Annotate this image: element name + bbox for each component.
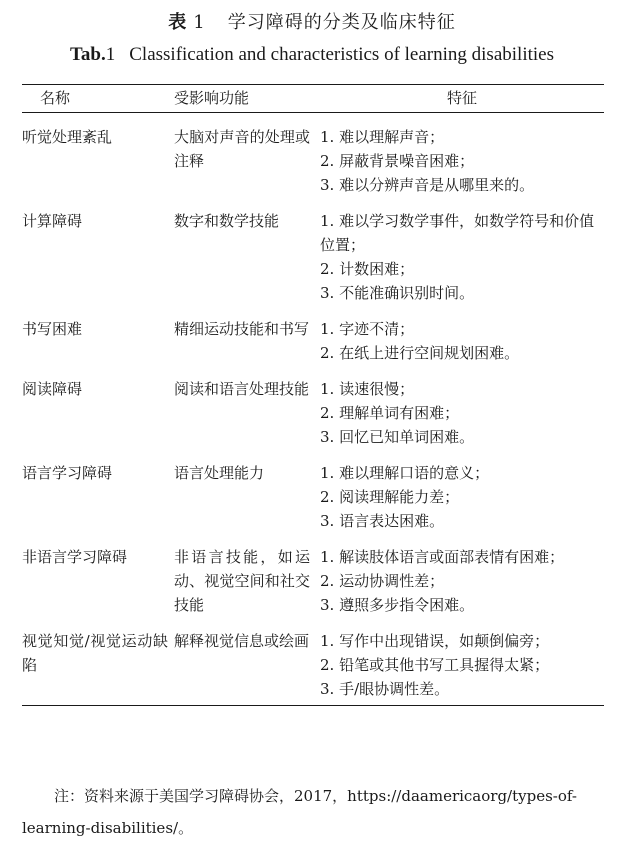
feature-item: 2. 屏蔽背景噪音困难； xyxy=(320,152,475,170)
feature-item: 3. 语言表达困难。 xyxy=(320,512,445,530)
table-row xyxy=(22,545,604,617)
feature-item: 3. 回忆已知单词困难。 xyxy=(320,428,475,446)
row-spacer xyxy=(22,365,604,377)
features-cell xyxy=(320,125,604,197)
table-row xyxy=(22,209,604,305)
feature-item: 1. 字迹不清； xyxy=(320,320,415,338)
feature-item: 2. 运动协调性差； xyxy=(320,572,445,590)
table-row xyxy=(22,317,604,365)
affected-function: 阅读和语言处理技能 xyxy=(174,380,310,398)
table-header-row xyxy=(22,85,604,113)
feature-item: 2. 铅笔或其他书写工具握得太紧； xyxy=(320,656,550,674)
affected-function: 精细运动技能和书写 xyxy=(174,320,310,338)
table-row xyxy=(22,125,604,197)
caption-en-label: Tab. xyxy=(70,44,106,65)
feature-item: 2. 计数困难； xyxy=(320,260,415,278)
caption-chinese xyxy=(0,8,624,34)
row-spacer-cell xyxy=(22,533,604,545)
row-spacer-cell xyxy=(22,305,604,317)
row-spacer-cell xyxy=(22,113,604,126)
feature-item: 1. 解读肢体语言或面部表情有困难； xyxy=(320,548,565,566)
table-row xyxy=(22,629,604,706)
features-cell xyxy=(320,209,604,305)
affected-function: 语言处理能力 xyxy=(174,464,265,482)
affected-function: 解释视觉信息或绘画 xyxy=(174,629,320,706)
table-body xyxy=(22,113,604,706)
caption-en-number: 1 xyxy=(105,44,116,65)
disability-name: 计算障碍 xyxy=(22,212,83,230)
features-cell xyxy=(320,545,604,617)
row-spacer-cell xyxy=(22,197,604,209)
row-spacer xyxy=(22,617,604,629)
row-spacer xyxy=(22,305,604,317)
row-spacer xyxy=(22,113,604,126)
table-note: 注：资料来源于美国学习障碍协会，2017，https://daamericaorg/types-of-learning-disabilities/。 xyxy=(22,787,577,837)
features-cell xyxy=(320,461,604,533)
row-spacer xyxy=(22,533,604,545)
header-features: 特征 xyxy=(320,85,604,113)
row-spacer-cell xyxy=(22,617,604,629)
header-function: 受影响功能 xyxy=(174,85,320,113)
caption-cn-title: 学习障碍的分类及临床特征 xyxy=(227,12,456,33)
feature-item: 3. 遵照多步指令困难。 xyxy=(320,596,475,614)
feature-item: 2. 理解单词有困难； xyxy=(320,404,460,422)
feature-item: 1. 写作中出现错误，如颠倒偏旁； xyxy=(320,632,550,650)
features-cell xyxy=(320,629,604,706)
caption-english xyxy=(0,44,624,66)
affected-function: 数字和数学技能 xyxy=(174,212,280,230)
row-spacer xyxy=(22,197,604,209)
classification-table xyxy=(22,84,604,706)
affected-function: 大脑对声音的处理或注释 xyxy=(174,128,310,170)
feature-item: 2. 阅读理解能力差； xyxy=(320,488,460,506)
features-cell xyxy=(320,317,604,365)
row-spacer-cell xyxy=(22,365,604,377)
feature-item: 1. 难以理解声音； xyxy=(320,128,445,146)
row-spacer xyxy=(22,449,604,461)
feature-item: 3. 不能准确识别时间。 xyxy=(320,284,475,302)
disability-name: 语言学习障碍 xyxy=(22,464,113,482)
disability-name: 听觉处理紊乱 xyxy=(22,128,113,146)
row-spacer-cell xyxy=(22,449,604,461)
features-cell xyxy=(320,377,604,449)
feature-item: 3. 手/眼协调性差。 xyxy=(320,680,450,698)
disability-name: 阅读障碍 xyxy=(22,380,83,398)
feature-item: 2. 在纸上进行空间规划困难。 xyxy=(320,344,520,362)
affected-function: 非语言技能，如运动、视觉空间和社交技能 xyxy=(174,548,310,614)
feature-item: 1. 读速很慢； xyxy=(320,380,415,398)
disability-name: 视觉知觉/视觉运动缺陷 xyxy=(22,629,174,706)
header-name: 名称 xyxy=(22,85,174,113)
caption-cn-number: 1 xyxy=(193,12,206,33)
table-row xyxy=(22,377,604,449)
table-row xyxy=(22,461,604,533)
feature-item: 3. 难以分辨声音是从哪里来的。 xyxy=(320,176,535,194)
feature-item: 1. 难以理解口语的意义； xyxy=(320,464,490,482)
caption-en-title: Classification and characteristics of learning disabilities xyxy=(129,44,554,65)
disability-name: 书写困难 xyxy=(22,320,83,338)
feature-item: 1. 难以学习数学事件，如数学符号和价值位置； xyxy=(320,212,595,254)
disability-name: 非语言学习障碍 xyxy=(22,548,128,566)
caption-cn-label: 表 xyxy=(168,12,188,33)
